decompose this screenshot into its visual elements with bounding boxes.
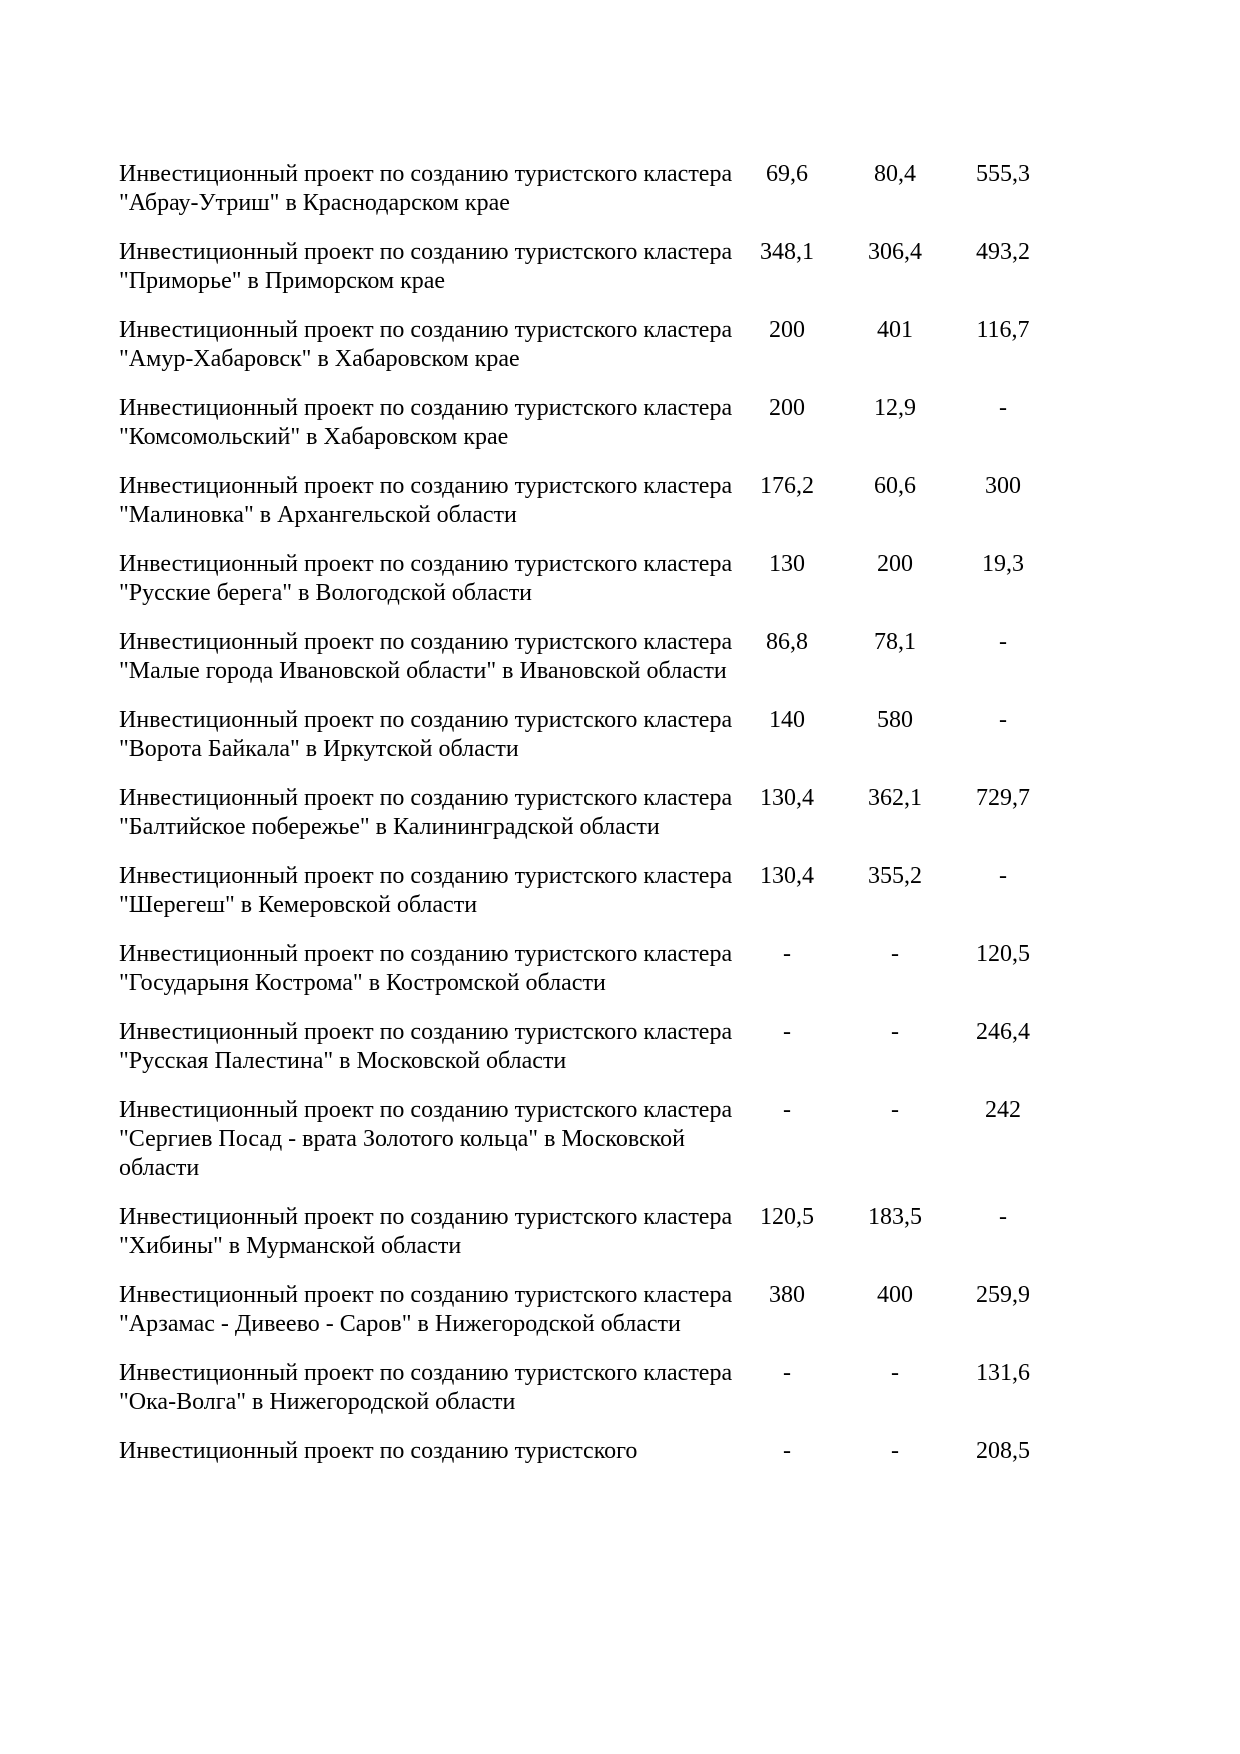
value-cell-v3: 242 bbox=[985, 1097, 1021, 1123]
value-cell-v2: 200 bbox=[877, 551, 913, 577]
value-cell-v3: - bbox=[999, 629, 1007, 655]
project-name-cell: Инвестиционный проект по созданию туристского кластера "Абрау-Утриш" в Краснодарском крае bbox=[119, 161, 733, 216]
table-row bbox=[119, 940, 1059, 998]
project-name-cell: Инвестиционный проект по созданию туристского кластера "Ока-Волга" в Нижегородской области bbox=[119, 1360, 733, 1415]
value-cell-v3: 131,6 bbox=[976, 1360, 1030, 1386]
value-cell-v3: 246,4 bbox=[976, 1019, 1030, 1045]
value-cell-v3: - bbox=[999, 707, 1007, 733]
project-name-cell: Инвестиционный проект по созданию туристского кластера "Арзамас - Дивеево - Саров" в Нижегородской области bbox=[119, 1282, 733, 1337]
project-name-cell: Инвестиционный проект по созданию туристского bbox=[119, 1438, 638, 1464]
value-cell-v1: 130,4 bbox=[760, 863, 814, 889]
value-cell-v3: - bbox=[999, 395, 1007, 421]
value-cell-v2: 401 bbox=[877, 317, 913, 343]
value-cell-v2: 355,2 bbox=[868, 863, 922, 889]
value-cell-v1: 348,1 bbox=[760, 239, 814, 265]
value-cell-v1: 200 bbox=[769, 317, 805, 343]
project-name-cell: Инвестиционный проект по созданию туристского кластера "Государыня Кострома" в Костромской области bbox=[119, 941, 733, 996]
table-row bbox=[119, 1018, 1059, 1076]
project-name-cell: Инвестиционный проект по созданию туристского кластера "Шерегеш" в Кемеровской области bbox=[119, 863, 733, 918]
value-cell-v1: - bbox=[783, 1019, 791, 1045]
value-cell-v1: 130,4 bbox=[760, 785, 814, 811]
project-name-cell: Инвестиционный проект по созданию туристского кластера "Сергиев Посад - врата Золотого кольца" в Московской области bbox=[119, 1097, 733, 1181]
value-cell-v1: 380 bbox=[769, 1282, 805, 1308]
value-cell-v3: 120,5 bbox=[976, 941, 1030, 967]
value-cell-v3: - bbox=[999, 1204, 1007, 1230]
table-row bbox=[119, 862, 1059, 920]
table-row bbox=[119, 550, 1059, 608]
value-cell-v1: - bbox=[783, 1438, 791, 1464]
value-cell-v2: 580 bbox=[877, 707, 913, 733]
value-cell-v3: 493,2 bbox=[976, 239, 1030, 265]
value-cell-v3: 729,7 bbox=[976, 785, 1030, 811]
project-name-cell: Инвестиционный проект по созданию туристского кластера "Комсомольский" в Хабаровском крае bbox=[119, 395, 733, 450]
table-row bbox=[119, 238, 1059, 296]
table-row bbox=[119, 1096, 1059, 1183]
table-row bbox=[119, 316, 1059, 374]
value-cell-v1: 200 bbox=[769, 395, 805, 421]
table-row bbox=[119, 1281, 1059, 1339]
value-cell-v2: 362,1 bbox=[868, 785, 922, 811]
value-cell-v3: - bbox=[999, 863, 1007, 889]
value-cell-v1: - bbox=[783, 1097, 791, 1123]
table-row bbox=[119, 784, 1059, 842]
value-cell-v2: 306,4 bbox=[868, 239, 922, 265]
table-row bbox=[119, 628, 1059, 686]
project-name-cell: Инвестиционный проект по созданию туристского кластера "Малые города Ивановской области" в Ивановской области bbox=[119, 629, 733, 684]
value-cell-v1: 86,8 bbox=[766, 629, 808, 655]
value-cell-v1: - bbox=[783, 1360, 791, 1386]
value-cell-v3: 300 bbox=[985, 473, 1021, 499]
table-row bbox=[119, 160, 1059, 218]
value-cell-v3: 555,3 bbox=[976, 161, 1030, 187]
project-name-cell: Инвестиционный проект по созданию туристского кластера "Приморье" в Приморском крае bbox=[119, 239, 733, 294]
value-cell-v1: 130 bbox=[769, 551, 805, 577]
value-cell-v2: 183,5 bbox=[868, 1204, 922, 1230]
value-cell-v1: 176,2 bbox=[760, 473, 814, 499]
table-row bbox=[119, 1437, 1059, 1466]
value-cell-v1: 120,5 bbox=[760, 1204, 814, 1230]
value-cell-v2: 12,9 bbox=[874, 395, 916, 421]
project-name-cell: Инвестиционный проект по созданию туристского кластера "Русские берега" в Вологодской области bbox=[119, 551, 733, 606]
value-cell-v1: - bbox=[783, 941, 791, 967]
value-cell-v2: 60,6 bbox=[874, 473, 916, 499]
project-name-cell: Инвестиционный проект по созданию туристского кластера "Хибины" в Мурманской области bbox=[119, 1204, 733, 1259]
table-row bbox=[119, 1359, 1059, 1417]
value-cell-v2: - bbox=[891, 941, 899, 967]
value-cell-v1: 69,6 bbox=[766, 161, 808, 187]
value-cell-v2: 78,1 bbox=[874, 629, 916, 655]
value-cell-v2: - bbox=[891, 1360, 899, 1386]
value-cell-v1: 140 bbox=[769, 707, 805, 733]
value-cell-v3: 116,7 bbox=[976, 317, 1030, 343]
table-row bbox=[119, 706, 1059, 764]
value-cell-v3: 208,5 bbox=[976, 1438, 1030, 1464]
project-name-cell: Инвестиционный проект по созданию туристского кластера "Амур-Хабаровск" в Хабаровском крае bbox=[119, 317, 733, 372]
project-name-cell: Инвестиционный проект по созданию туристского кластера "Русская Палестина" в Московской области bbox=[119, 1019, 733, 1074]
value-cell-v3: 259,9 bbox=[976, 1282, 1030, 1308]
investment-projects-table bbox=[119, 160, 1059, 1486]
value-cell-v2: - bbox=[891, 1438, 899, 1464]
value-cell-v2: 400 bbox=[877, 1282, 913, 1308]
project-name-cell: Инвестиционный проект по созданию туристского кластера "Малиновка" в Архангельской области bbox=[119, 473, 733, 528]
value-cell-v3: 19,3 bbox=[982, 551, 1024, 577]
table-row bbox=[119, 1203, 1059, 1261]
value-cell-v2: - bbox=[891, 1097, 899, 1123]
table-row bbox=[119, 394, 1059, 452]
project-name-cell: Инвестиционный проект по созданию туристского кластера "Ворота Байкала" в Иркутской области bbox=[119, 707, 733, 762]
project-name-cell: Инвестиционный проект по созданию туристского кластера "Балтийское побережье" в Калининградской области bbox=[119, 785, 733, 840]
value-cell-v2: 80,4 bbox=[874, 161, 916, 187]
value-cell-v2: - bbox=[891, 1019, 899, 1045]
table-row bbox=[119, 472, 1059, 530]
